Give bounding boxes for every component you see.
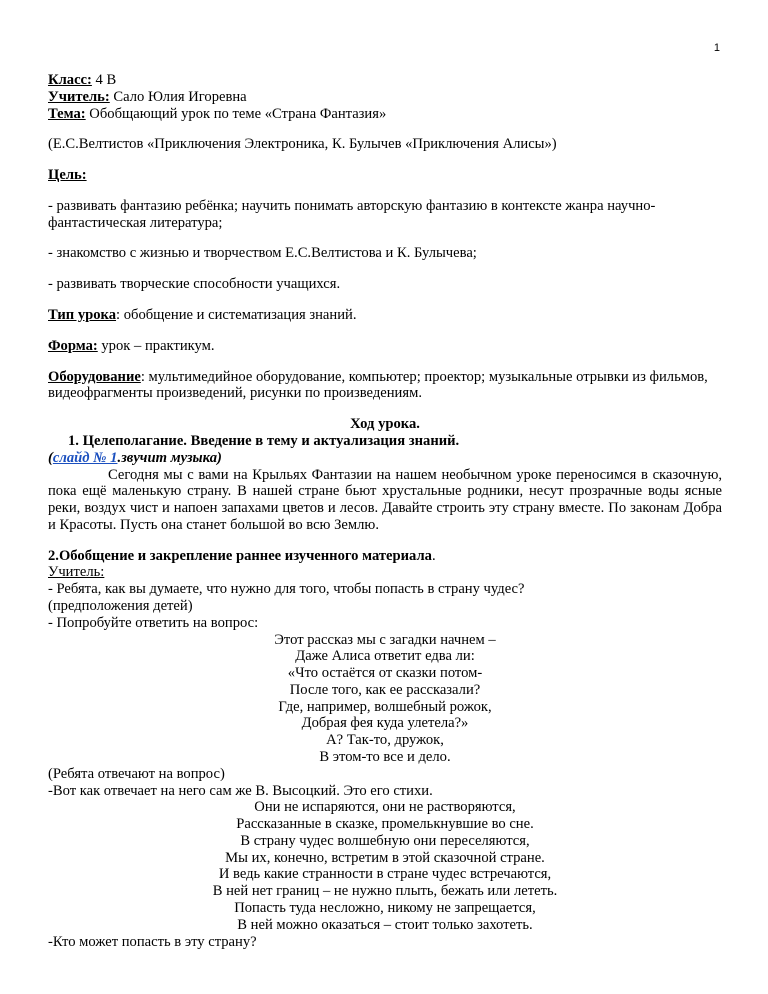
poem-line: Они не испаряются, они не растворяются, [254, 799, 516, 816]
poem-riddle [48, 632, 722, 766]
poem-vysotsky [48, 799, 722, 933]
poem-line: В этом-то все и дело. [319, 749, 451, 765]
lesson-type-label: Тип урока [48, 307, 117, 324]
teacher-speaker: Учитель: [48, 564, 105, 581]
section2-title-end: . [431, 547, 436, 564]
poem-line: И ведь какие странности в стране чудес встречаются, [218, 866, 552, 883]
section1-paragraph: Сегодня мы с вами на Крыльях Фантазии на нашем необычном уроке переносимся в сказочную, пока ещё маленькую страну. В нашей стране бьют хрустальные родники, несут прозрачные воды ясные реки, воздух чист и напоен запахами цветов и лесов. Давайте строить эту страну вместе. По законам Добра и Красоты. Пусть она станет большой во всю Землю. [48, 466, 722, 533]
poem-line: А? Так-то, дружок, [326, 732, 444, 749]
goal-item: - развивать творческие способности учащихся. [48, 276, 341, 293]
form-value: урок – практикум. [97, 337, 215, 354]
document-body [48, 72, 722, 950]
poem-line: После того, как ее рассказали? [289, 681, 481, 698]
assumptions-note: (предположения детей) [48, 597, 193, 614]
section2-title-line [48, 548, 722, 565]
class-value: 4 В [91, 72, 117, 88]
poem-line: Где, например, волшебный рожок, [278, 698, 492, 715]
question-3: -Кто может попасть в эту страну? [48, 933, 257, 950]
course-title: Ход урока. [350, 416, 420, 433]
poem-line: Добрая фея куда улетела?» [301, 715, 469, 732]
equipment-line [48, 369, 722, 403]
poem-line: В страну чудес волшебную они переселяются, [240, 832, 530, 849]
vysotsky-line: -Вот как отвечает на него сам же В. Высоцкий. Это его стихи. [48, 782, 433, 799]
class-line [48, 72, 722, 89]
teacher-value: Сало Юлия Игоревна [109, 88, 247, 105]
poem-line: Даже Алиса ответит едва ли: [295, 648, 475, 665]
teacher-line [48, 89, 722, 106]
authors-line: (Е.С.Велтистов «Приключения Электроника, К. Булычев «Приключения Алисы») [48, 136, 557, 153]
teacher-label: Учитель: [48, 88, 110, 105]
poem-line: Этот рассказ мы с загадки начнем – [274, 631, 496, 648]
question-1: - Ребята, как вы думаете, что нужно для того, чтобы попасть в страну чудес? [48, 581, 525, 598]
form-label: Форма: [48, 337, 98, 354]
lesson-type-value: : обобщение и систематизация знаний. [116, 307, 357, 324]
page-number: 1 [713, 42, 720, 54]
answer-note: (Ребята отвечают на вопрос) [48, 765, 225, 782]
class-label: Класс: [48, 72, 92, 88]
slide-line [48, 450, 722, 467]
equipment-value: : мультимедийное оборудование, компьютер; проектор; музыкальные отрывки из фильмов, видеофрагменты произведений, рисунки по произведениям. [48, 368, 708, 402]
poem-line: Рассказанные в сказке, промелькнувшие во сне. [236, 816, 534, 833]
form-line [48, 338, 722, 355]
music-note: .звучит музыка) [117, 449, 222, 466]
goal-item: - развивать фантазию ребёнка; научить понимать авторскую фантазию в контексте жанра научно-фантастическая литература; [48, 197, 656, 231]
section2-title: 2.Обобщение и закрепление раннее изученного материала [48, 547, 432, 564]
theme-value: Обобщающий урок по теме «Страна Фантазия» [85, 105, 387, 122]
poem-line: В ней можно оказаться – стоит только захотеть. [237, 916, 533, 933]
goal-label: Цель: [48, 167, 87, 184]
lesson-type-line [48, 307, 722, 324]
goal-item: - знакомство с жизнью и творчеством Е.С.Велтистова и К. Булычева; [48, 245, 477, 262]
slide-link[interactable]: слайд № 1 [52, 449, 118, 466]
question-2: - Попробуйте ответить на вопрос: [48, 614, 259, 631]
theme-line [48, 106, 722, 123]
poem-line: Попасть туда несложно, никому не запрещается, [234, 900, 536, 917]
poem-line: «Что остаётся от сказки потом- [287, 665, 483, 682]
poem-line: Мы их, конечно, встретим в этой сказочной стране. [225, 849, 545, 866]
poem-line: В ней нет границ – не нужно плыть, бежать или лететь. [212, 883, 558, 900]
section1-title: 1. Целеполагание. Введение в тему и актуализация знаний. [68, 432, 460, 449]
equipment-label: Оборудование [48, 368, 141, 385]
paren-open: ( [48, 449, 53, 466]
theme-label: Тема: [48, 105, 86, 122]
